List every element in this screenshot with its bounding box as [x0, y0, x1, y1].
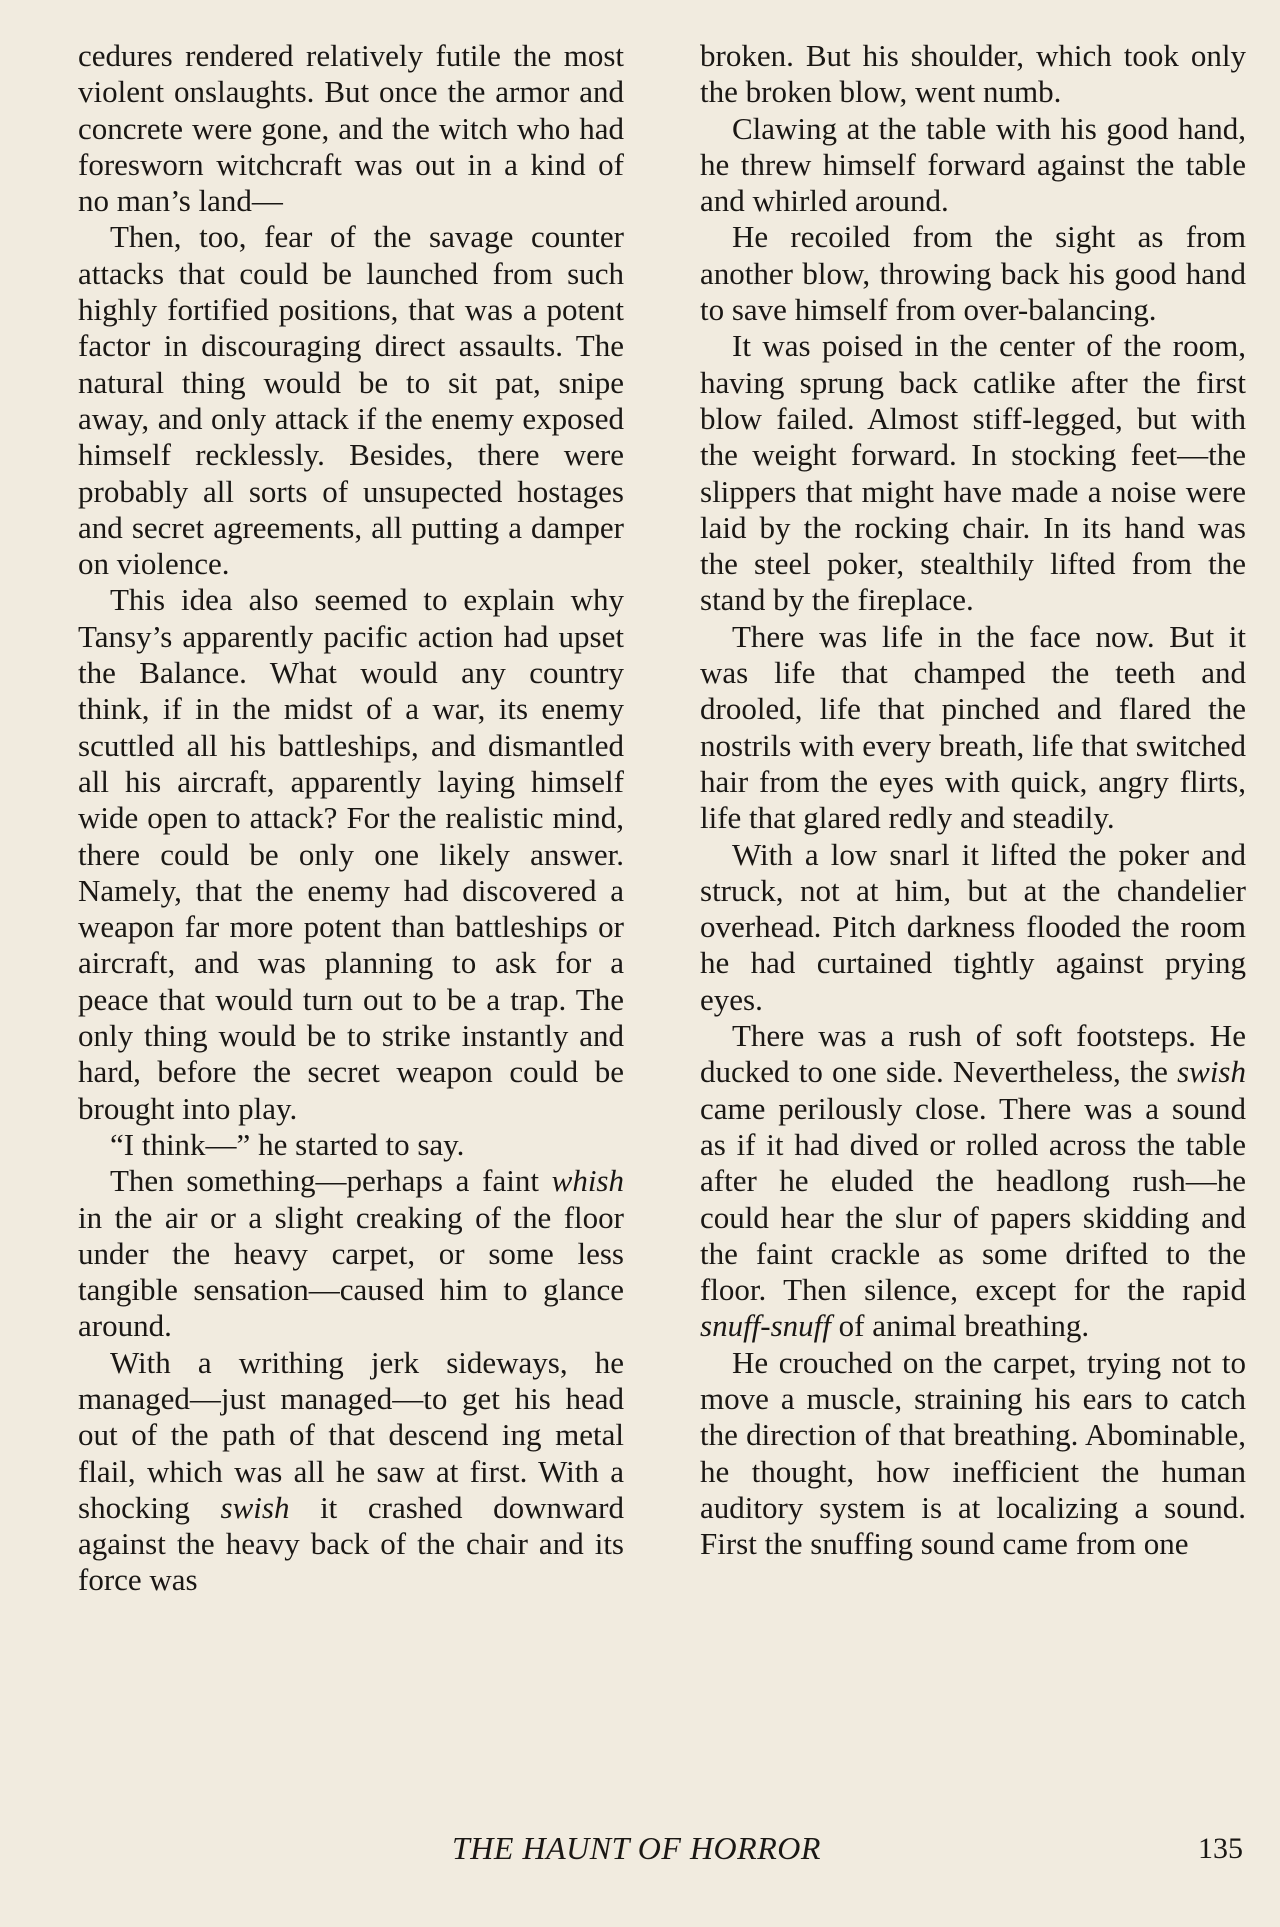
paragraph: This idea also seemed to explain why Tansy’s apparently pacific action had upset the Balance. What would any country think, if in the midst of a war, its enemy scuttled all his battleships, and dismantled all his aircraft, apparently laying himself wide open to attack? For the realistic mind, there could be only one likely answer. Namely, that the enemy had discovered a weapon far more potent than battleships or aircraft, and was planning to ask for a peace that would turn out to be a trap. The only thing would be to strike instantly and hard, before the secret weapon could be brought into play. — [78, 582, 624, 1126]
paragraph: It was poised in the center of the room, having sprung back catlike after the first blow failed. Almost stiff-legged, but with the weight forward. In stocking feet—the slippers that might have made a noise were laid by the rocking chair. In its hand was the steel poker, stealthily lifted from the stand by the fireplace. — [700, 328, 1246, 618]
paragraph: Clawing at the table with his good hand, he threw himself forward against the table and whirled around. — [700, 110, 1246, 219]
paragraph-text: With a writhing jerk sideways, he managed—just managed—to get his head out of the path of that descend ing metal flail, which was all he saw at first. With a shocking — [78, 1344, 624, 1525]
page-number: 135 — [1198, 1832, 1243, 1865]
italic-word: swish — [220, 1489, 290, 1525]
paragraph-text: There was a rush of soft footsteps. He ducked to one side. Nevertheless, the — [700, 1018, 1246, 1090]
paragraph — [78, 1163, 624, 1344]
paragraph: There was life in the face now. But it was life that champed the teeth and drooled, life that pinched and flared the nostrils with every breath, life that switched hair from the eyes with quick, angry flirts, life that glared redly and steadily. — [700, 618, 1246, 836]
italic-word: whish — [551, 1163, 624, 1199]
paragraph: Then, too, fear of the savage counter attacks that could be launched from such highly fortified positions, that was a potent factor in discouraging direct assaults. The natural thing would be to sit pat, snipe away, and only attack if the enemy exposed himself recklessly. Besides, there were probably all sorts of unsupected hostages and secret agreements, all putting a damper on violence. — [78, 219, 624, 582]
paragraph: He recoiled from the sight as from another blow, throwing back his good hand to save himself from over-balancing. — [700, 219, 1246, 328]
paragraph-text: of animal breathing. — [830, 1308, 1090, 1344]
running-footer-title: THE HAUNT OF HORROR — [452, 1830, 821, 1866]
paragraph: “I think—” he started to say. — [110, 1126, 465, 1162]
paragraph: cedures rendered relatively futile the most violent onslaughts. But once the armor and concrete were gone, and the witch who had foresworn witchcraft was out in a kind of no man’s land— — [78, 38, 624, 219]
paragraph-text: in the air or a slight creaking of the floor under the heavy carpet, or some less tangible sensation—caused him to glance around. — [78, 1199, 624, 1344]
italic-word: swish — [1177, 1054, 1246, 1090]
paragraph: With a low snarl it lifted the poker and struck, not at him, but at the chandelier overhead. Pitch darkness flooded the room he had curtained tightly against prying eyes. — [700, 836, 1246, 1017]
paragraph — [78, 1345, 624, 1599]
paragraph: broken. But his shoulder, which took only the broken blow, went numb. — [700, 38, 1246, 110]
paragraph-text: came perilously close. There was a sound as if it had dived or rolled across the table after he eluded the headlong rush—he could hear the slur of papers skidding and the faint crackle as some drifted to the floor. Then silence, except for the rapid — [700, 1090, 1246, 1308]
paragraph-text: Then something—perhaps a faint — [110, 1163, 552, 1199]
paragraph: He crouched on the carpet, trying not to move a muscle, straining his ears to catch the direction of that breathing. Abominable, he thought, how inefficient the human auditory system is at localizing a sound. First the snuffing sound came from one — [700, 1344, 1246, 1562]
left-text-column — [78, 38, 624, 1599]
paragraph-text: it crashed downward against the heavy back of the chair and its force was — [78, 1489, 625, 1598]
italic-word: snuff-snuff — [700, 1308, 831, 1344]
paragraph — [700, 1018, 1246, 1345]
right-text-column — [700, 38, 1246, 1562]
